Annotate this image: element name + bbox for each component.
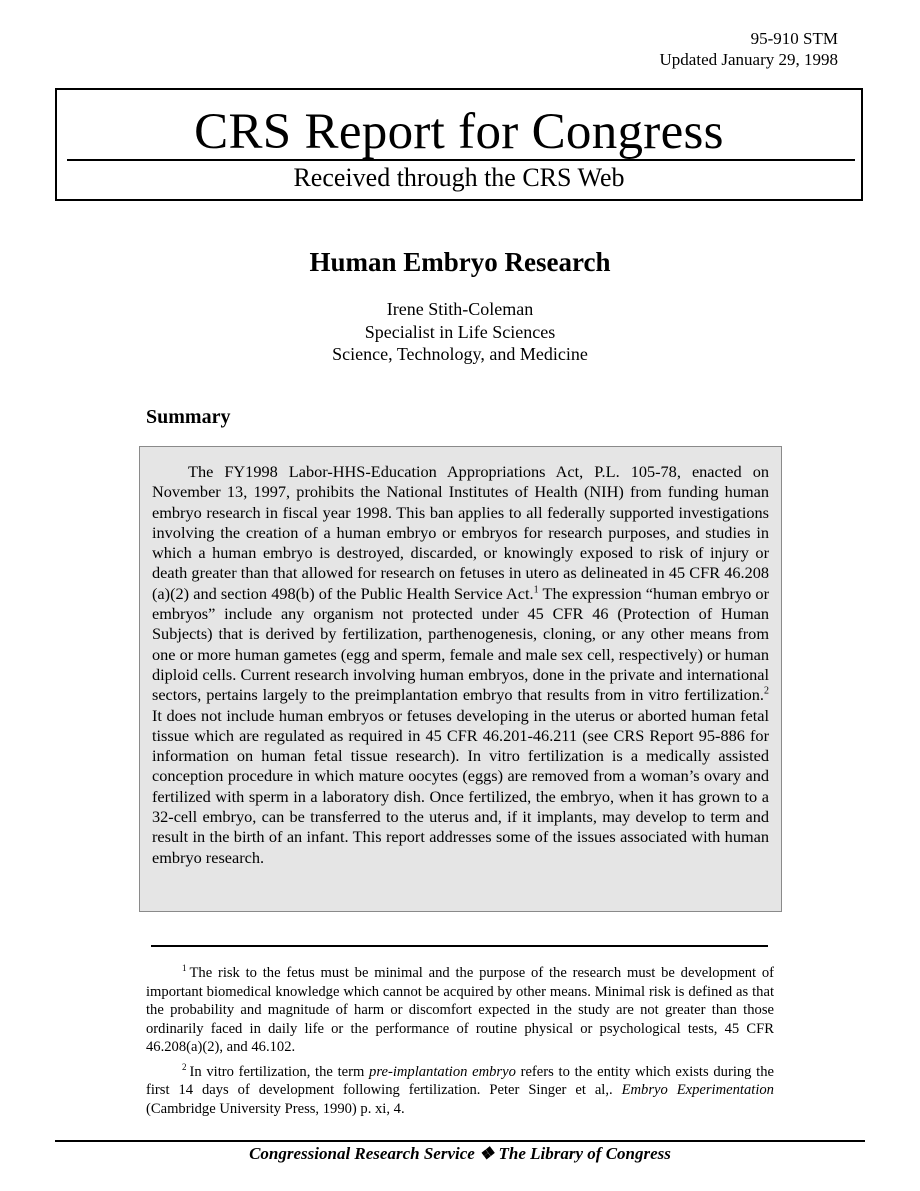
banner-subtitle: Received through the CRS Web (293, 163, 625, 192)
footnote-2-text-a: In vitro fertilization, the term (189, 1063, 370, 1080)
report-number: 95-910 STM (750, 29, 838, 48)
summary-paragraph (152, 462, 769, 868)
footnote-2-text-c: (Cambridge University Press, 1990) p. xi, 4. (146, 1100, 405, 1117)
footnote-ref-2: 2 (764, 685, 769, 697)
summary-text-part-2: The expression “human embryo or embryos” include any organism not protected under 45 CFR 46 (Protection of Human Subjects) that is derived by fertilization, parthenogenesis, cloning, or any other means from one or more human gametes (egg and sperm, female and male sex cell, respectively) or human diploid cells. Current research involving human embryos, done in the private and international sectors, pertains largely to the preimplantation embryo that results from in vitro fertilization. (152, 583, 769, 705)
author-block (0, 298, 920, 366)
author-division: Science, Technology, and Medicine (332, 344, 588, 364)
banner-divider (67, 159, 855, 161)
footnote-2-book-title: Embryo Experimentation (621, 1082, 774, 1098)
author-position: Specialist in Life Sciences (364, 321, 556, 342)
updated-date: Updated January 29, 1998 (659, 50, 838, 69)
crs-banner (55, 88, 863, 201)
report-identifier (660, 28, 838, 70)
footnote-separator (151, 945, 768, 947)
footnote-1 (146, 964, 774, 1057)
footnote-2-text-b: refers to the entity which exists during the first 14 days of development following fertilization. Peter Singer et al,. (146, 1063, 775, 1098)
banner-title: CRS Report for Congress (194, 104, 724, 160)
summary-box (139, 446, 782, 912)
document-title: Human Embryo Research (309, 247, 611, 277)
footnote-2-number: 2 (182, 1061, 187, 1072)
footnote-2 (146, 1063, 774, 1119)
page-footer: Congressional Research Service ❖ The Library of Congress (249, 1144, 671, 1163)
summary-heading: Summary (146, 406, 231, 428)
summary-text-part-3: It does not include human embryos or fetuses developing in the uterus or aborted human fetal tissue which are regulated as required in 45 CFR 46.201-46.211 (see CRS Report 95-886 for information on human fetal tissue research). In vitro fertilization is a medically assisted conception procedure in which mature oocytes (eggs) are removed from a woman’s ovary and fertilized with sperm in a laboratory dish. Once fertilized, the embryo, when it has grown to a 32-cell embryo, can be transferred to the uterus and, if it implants, may develop to term and result in the birth of an infant. This report addresses some of the issues associated with human embryo research. (152, 705, 769, 867)
summary-text-part-1: The FY1998 Labor-HHS-Education Appropriations Act, P.L. 105-78, enacted on November 13, 1997, prohibits the National Institutes of Health (NIH) from funding human embryo research in fiscal year 1998. This ban applies to all federally supported investigations involving the creation of a human embryo or embryos for research purposes, and studies in which a human embryo is destroyed, discarded, or knowingly exposed to risk of injury or death greater than that allowed for research on fetuses in utero as delineated in 45 CFR 46.208 (a)(2) and section 498(b) of the Public Health Service Act. (152, 462, 769, 603)
author-name: Irene Stith-Coleman (386, 299, 534, 319)
footnote-ref-1: 1 (533, 584, 539, 596)
footer-divider (55, 1140, 865, 1142)
footnote-2-term: pre-implantation embryo (369, 1063, 516, 1080)
footnote-1-text: The risk to the fetus must be minimal and the purpose of the research must be development of important biomedical knowledge which cannot be acquired by other means. Minimal risk is defined as that the probability and magnitude of harm or discomfort expected in the study are not greater than those ordinarily faced in daily life or the performance of routine physical or psychological tests, 45 CFR 46.208(a)(2), and 46.102. (146, 965, 774, 1055)
footnotes (146, 964, 774, 1124)
footnote-1-number: 1 (182, 963, 187, 974)
